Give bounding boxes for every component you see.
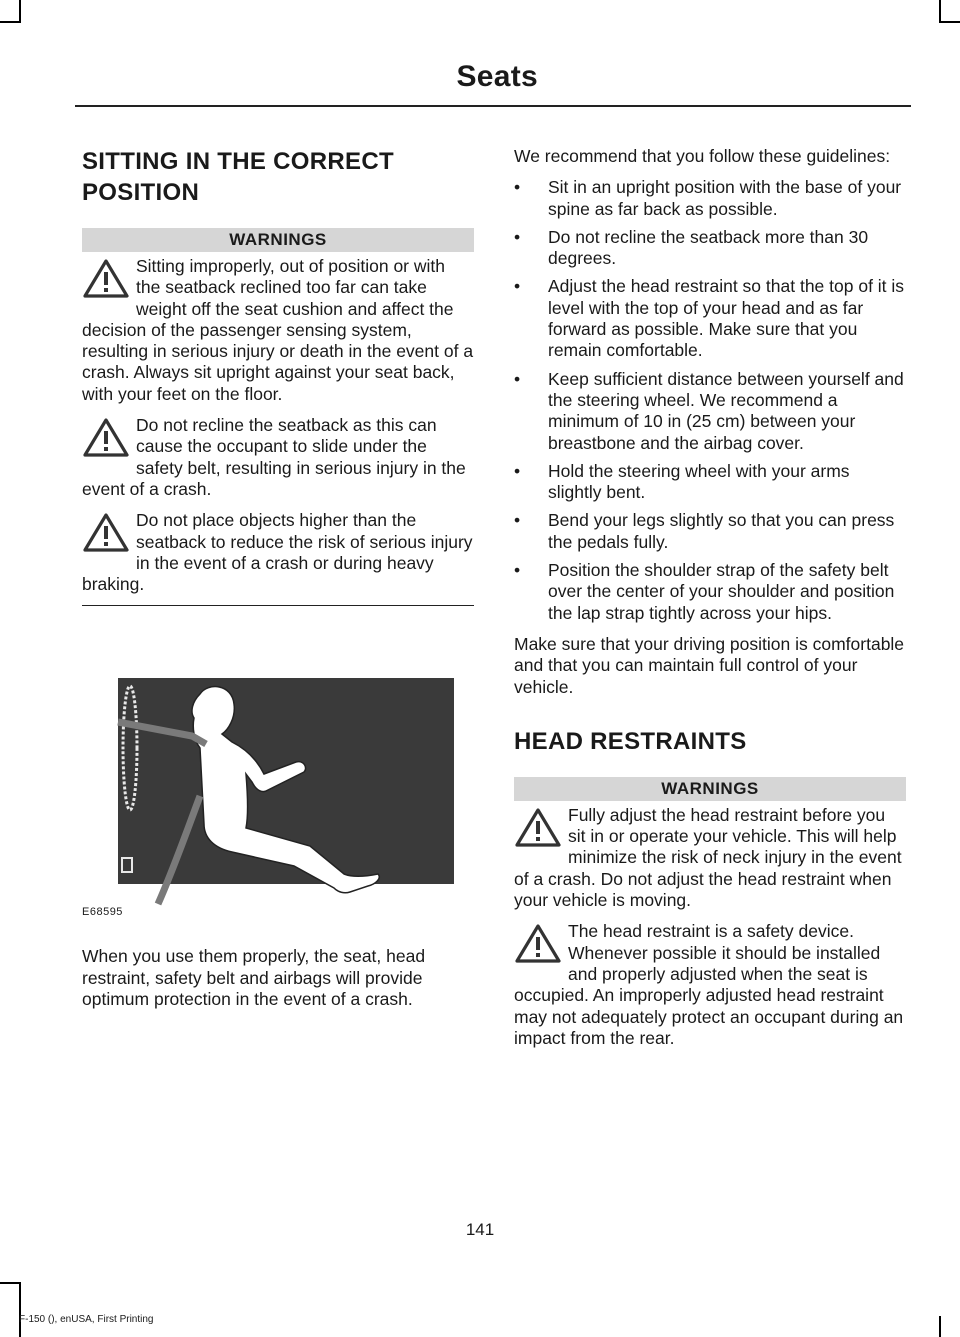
warning-item	[514, 805, 906, 911]
crop-mark	[19, 0, 21, 22]
section-heading: SITTING IN THE CORRECT POSITION	[82, 148, 394, 206]
seated-driver-illustration	[82, 678, 474, 926]
right-column	[514, 146, 906, 1059]
warning-text: Do not recline the seatback as this can cause the occupant to slide under the safety belt, resulting in serious injury in the event of a crash.	[82, 415, 466, 499]
figure-code: E68595	[82, 906, 123, 919]
seating-position-figure	[82, 678, 474, 926]
crop-mark	[0, 21, 21, 23]
warning-triangle-icon	[82, 512, 130, 554]
guidelines-intro: We recommend that you follow these guidelines:	[514, 146, 891, 166]
crop-mark	[0, 1282, 21, 1284]
page-title: Seats	[456, 60, 538, 93]
list-item: • Keep sufficient distance between yourself and the steering wheel. We recommend a minimum of 10 in (25 cm) between your breastbone and the airbag cover.	[514, 369, 906, 454]
crop-mark	[939, 1316, 941, 1337]
warning-item	[514, 921, 906, 1049]
warning-item	[82, 415, 474, 500]
crop-mark	[19, 1282, 21, 1337]
page-number: 141	[465, 1220, 495, 1239]
left-column	[82, 146, 474, 1020]
list-item: • Hold the steering wheel with your arms slightly bent.	[514, 461, 906, 504]
footer-text: F-150 (), enUSA, First Printing	[19, 1314, 154, 1325]
list-item: • Adjust the head restraint so that the top of it is level with the top of your head and as far forward as possible. Make sure that you remain comfortable.	[514, 276, 906, 361]
warning-text: The head restraint is a safety device. Whenever possible it should be installed and properly adjusted when the seat is occupied. An improperly adjusted head restraint may not adequately protect an occupant during an impact from the rear.	[514, 921, 904, 1048]
list-item: • Sit in an upright position with the base of your spine as far back as possible.	[514, 177, 906, 220]
warning-text: Do not place objects higher than the seatback to reduce the risk of serious injury in the event of a crash or during heavy braking.	[82, 510, 473, 595]
section-heading: HEAD RESTRAINTS	[514, 727, 747, 755]
warning-triangle-icon	[82, 417, 130, 459]
pedal-shape	[122, 858, 132, 872]
body-paragraph: When you use them properly, the seat, head restraint, safety belt and airbags will provide optimum protection in the event of a crash.	[82, 946, 426, 1010]
crop-mark	[939, 21, 960, 23]
warning-item	[82, 510, 474, 595]
driver-silhouette	[192, 687, 379, 893]
warnings-bar: WARNINGS	[514, 777, 906, 801]
warning-item	[82, 256, 474, 405]
body-paragraph: Make sure that your driving position is comfortable and that you can maintain full control of your vehicle.	[514, 633, 905, 697]
warning-triangle-icon	[82, 258, 130, 300]
steering-wheel-shape	[123, 686, 137, 810]
list-item: • Do not recline the seatback more than 30 degrees.	[514, 227, 906, 270]
warning-triangle-icon	[514, 923, 562, 965]
list-item: • Bend your legs slightly so that you can press the pedals fully.	[514, 510, 906, 553]
list-item: • Position the shoulder strap of the safety belt over the center of your shoulder and position the lap strap tightly across your hips.	[514, 560, 906, 624]
warnings-bar: WARNINGS	[82, 228, 474, 252]
guidelines-list	[514, 177, 906, 624]
header-rule	[75, 105, 911, 107]
crop-mark	[939, 0, 941, 22]
warning-text: Fully adjust the head restraint before you sit in or operate your vehicle. This will help minimize the risk of neck injury in the event of a crash. Do not adjust the head restraint when your vehicle is moving.	[514, 804, 902, 911]
warnings-end-rule	[82, 605, 474, 606]
warning-text: Sitting improperly, out of position or with the seatback reclined too far can take weight off the seat cushion and affect the decision of the passenger sensing system, resulting in serious injury or death in the event of a crash. Always sit upright against your seat back, with your feet on the floor.	[82, 256, 474, 404]
warning-triangle-icon	[514, 807, 562, 849]
safety-belt-lap	[158, 796, 200, 904]
